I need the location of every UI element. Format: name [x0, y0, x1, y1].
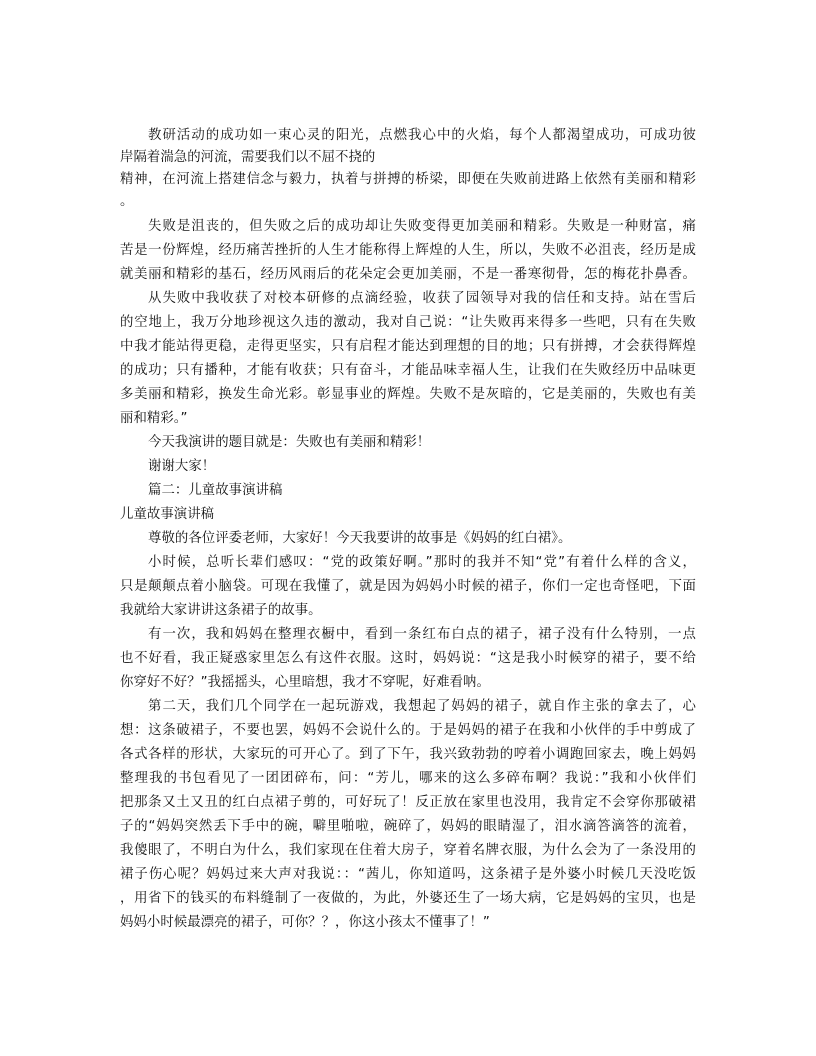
paragraph-line: 子的“妈妈突然丢下手中的碗，噼里啪啦，碗碎了，妈妈的眼睛湿了，泪水滴答滴答的流着， — [120, 819, 696, 834]
paragraph-line: 谢谢大家！ — [148, 459, 216, 474]
paragraph-line: 想：这条破裙子，不要也罢，妈妈不会说什么的。于是妈妈的裙子在我和小伙伴的手中剪成了 — [120, 723, 696, 738]
paragraph-line: 的成功；只有播种，才能有收获；只有奋斗，才能品味幸福人生，让我们在失败经历中品味更 — [120, 363, 696, 378]
paragraph-line: 苦是一份辉煌，经历痛苦挫折的人生才能称得上辉煌的人生，所以，失败不必沮丧，经历是成 — [120, 243, 696, 258]
paragraph-line: 。 — [120, 194, 134, 209]
paragraph-line: 有一次，我和妈妈在整理衣橱中，看到一条红布白点的裙子，裙子没有什么特别，一点 — [148, 627, 696, 642]
paragraph-line: 就美丽和精彩的基石，经历风雨后的花朵定会更加美丽，不是一番寒彻骨，怎的梅花扑鼻香。 — [120, 267, 696, 282]
section-heading: 篇二：儿童故事演讲稿 — [148, 483, 283, 498]
paragraph-line: 只是颠颠点着小脑袋。可现在我懂了，就是因为妈妈小时候的裙子，你们一定也奇怪吧，下面 — [120, 579, 696, 594]
paragraph-line: 丽和精彩。” — [120, 411, 188, 426]
paragraph-line: 中我才能站得更稳，走得更坚实，只有启程才能达到理想的目的地；只有拼搏，才会获得辉煌 — [120, 339, 696, 354]
paragraph-line: 精神，在河流上搭建信念与毅力，执着与拼搏的桥梁，即便在失败前进路上依然有美丽和精彩 — [120, 172, 696, 187]
paragraph-line: 妈妈小时候最漂亮的裙子，可你？？，你这小孩太不懂事了！” — [120, 915, 490, 930]
paragraph-line: 多美丽和精彩，换发生命光彩。彰显事业的辉煌。失败不是灰暗的，它是美丽的，失败也有美 — [120, 387, 696, 402]
paragraph-line: 尊敬的各位评委老师，大家好！今天我要讲的故事是《妈妈的红白裙》。 — [148, 531, 572, 546]
paragraph-line: 第二天，我们几个同学在一起玩游戏，我想起了妈妈的裙子，就自作主张的拿去了，心 — [148, 699, 696, 714]
paragraph-line: 的空地上，我万分地珍视这久违的激动，我对自己说：“让失败再来得多一些吧，只有在失败 — [120, 315, 696, 330]
paragraph-line: 教研活动的成功如一束心灵的阳光，点燃我心中的火焰，每个人都渴望成功，可成功彼 — [148, 128, 696, 143]
paragraph-line: 小时候，总听长辈们感叹：“党的政策好啊。”那时的我并不知“党”有着什么样的含义， — [148, 555, 696, 570]
paragraph-line: 失败是沮丧的，但失败之后的成功却让失败变得更加美丽和精彩。失败是一种财富，痛 — [148, 219, 696, 234]
paragraph-line: 也不好看，我正疑惑家里怎么有这件衣服。这时，妈妈说：“这是我小时候穿的裙子，要不给 — [120, 651, 696, 666]
paragraph-line: 把那条又土又丑的红白点裙子剪的，可好玩了！反正放在家里也没用，我肯定不会穿你那破裙 — [120, 795, 696, 810]
paragraph-line: 各式各样的形状，大家玩的可开心了。到了下午，我兴致勃勃的哼着小调跑回家去，晚上妈妈 — [120, 747, 696, 762]
paragraph-line: 你穿好不好？”我摇摇头，心里暗想，我才不穿呢，好难看呐。 — [120, 675, 490, 690]
paragraph-line: 今天我演讲的题目就是：失败也有美丽和精彩！ — [148, 435, 431, 450]
paragraph-line: 整理我的书包看见了一团团碎布，问：“芳儿，哪来的这么多碎布啊？我说：”我和小伙伴们 — [120, 771, 696, 786]
paragraph-line: 从失败中我收获了对校本研修的点滴经验，收获了园领导对我的信任和支持。站在雪后 — [148, 291, 696, 306]
paragraph-line: ，用省下的钱买的布料缝制了一夜做的，为此，外婆还生了一场大病，它是妈妈的宝贝，也是 — [120, 891, 696, 906]
paragraph-line: 岸隔着湍急的河流，需要我们以不屈不挠的 — [120, 150, 376, 165]
section-title: 儿童故事演讲稿 — [120, 507, 215, 522]
paragraph-line: 我就给大家讲讲这条裙子的故事。 — [120, 603, 322, 618]
paragraph-line: 裙子伤心呢？妈妈过来大声对我说：：“茜儿，你知道吗，这条裙子是外婆小时候几天没吃饭 — [120, 867, 696, 882]
paragraph-line: 我傻眼了，不明白为什么，我们家现在住着大房子，穿着名牌衣服，为什么会为了一条没用的 — [120, 843, 696, 858]
